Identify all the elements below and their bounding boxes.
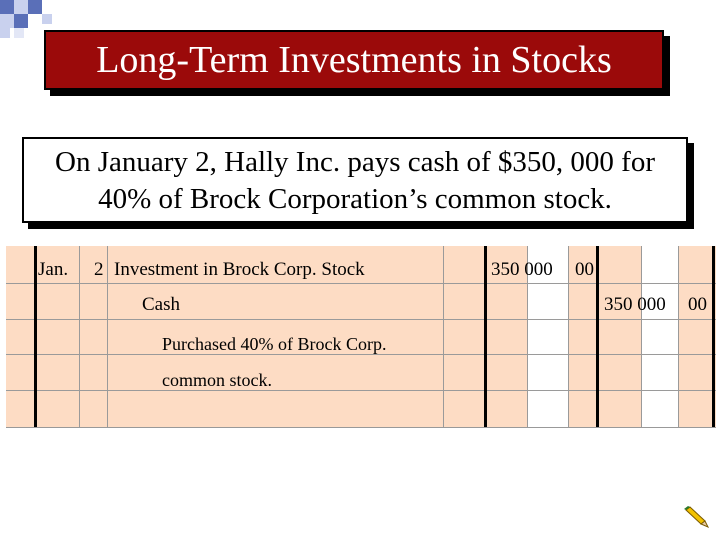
date-month: Jan. xyxy=(38,259,69,280)
credit-amount: 350 000 xyxy=(604,294,666,315)
debit-cents: 00 xyxy=(575,259,594,280)
problem-line-1: On January 2, Hally Inc. pays cash of $350, 000 for xyxy=(55,146,655,178)
explanation-line-2: common stock. xyxy=(162,370,272,390)
journal-table xyxy=(6,246,716,428)
debit-amount: 350 000 xyxy=(491,259,553,280)
problem-line-2: 40% of Brock Corporation’s common stock. xyxy=(98,183,612,215)
date-day: 2 xyxy=(94,259,104,280)
problem-statement xyxy=(22,137,688,223)
pencil-icon xyxy=(684,506,710,533)
credit-cents-column xyxy=(642,246,678,427)
account-debit: Investment in Brock Corp. Stock xyxy=(114,259,365,280)
credit-cents: 00 xyxy=(688,294,707,315)
title-banner xyxy=(44,30,664,90)
account-credit: Cash xyxy=(142,294,180,315)
explanation-line-1: Purchased 40% of Brock Corp. xyxy=(162,334,387,354)
slide-title: Long-Term Investments in Stocks xyxy=(96,39,612,81)
